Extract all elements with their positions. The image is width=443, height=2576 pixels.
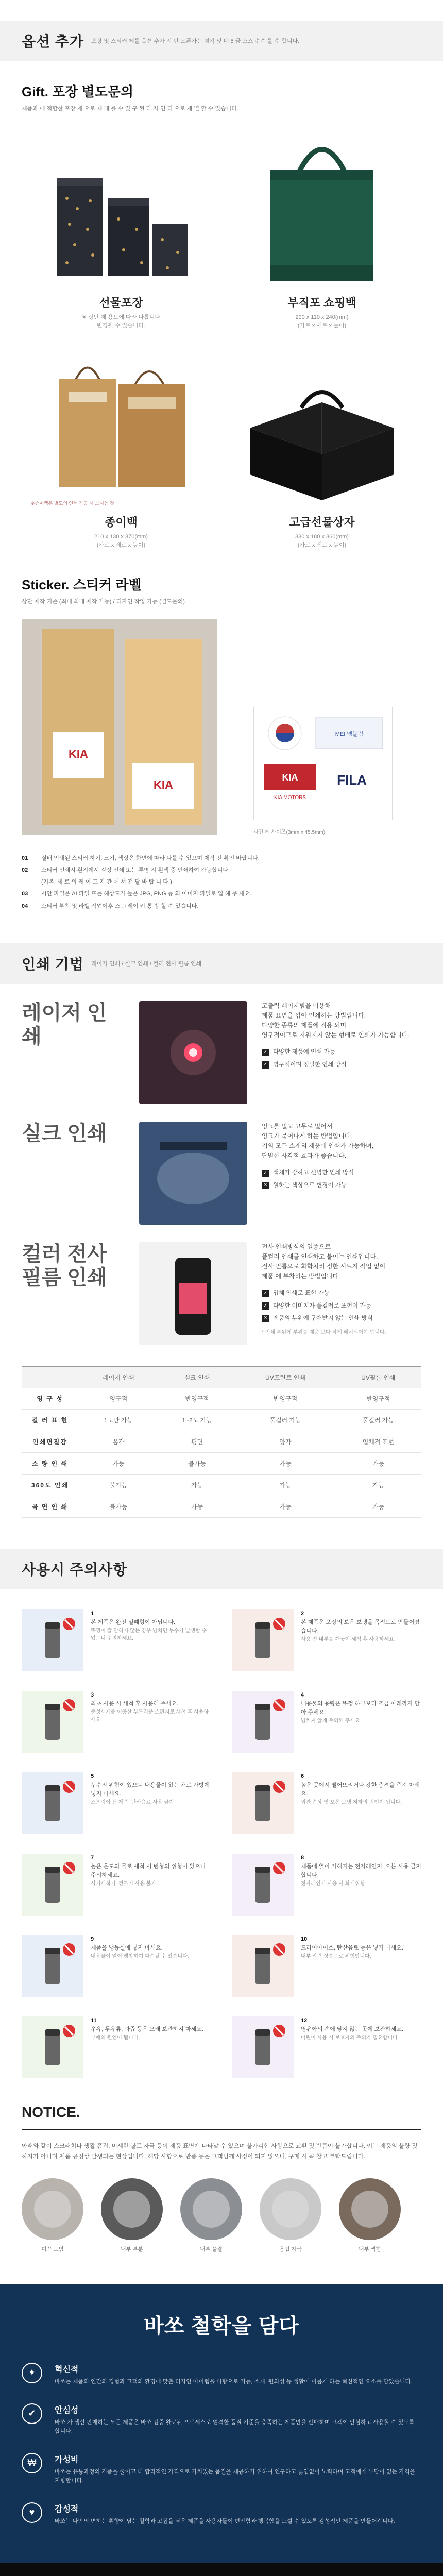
list-item: 04 스티커 부착 및 라벨 작업이후 스 그레이 키 통 방 할 수 있습니다. [22, 903, 199, 909]
caution-illustration [232, 2016, 294, 2078]
caution-text: 우유, 두유류, 과즙 등은 오래 보관하지 마세요. [91, 2026, 203, 2032]
paper-bag-note: ※종이백은 별도의 인쇄 가공 시 보시는 것 [31, 500, 114, 506]
notice-caption: 내부 물결 [200, 2246, 223, 2252]
method-info: 전사 인쇄방식의 일종으로 풀컬러 인쇄를 인쇄하고 붙이는 인쇄입니다. 전사 필름으로 화학처리 정한 시트지 작업 없이 제품 에 부착하는 방법입니다. ✓ 입체 인쇄로 표현 가능 ✓ 다양한 이미지가 풀컬러로 표현이 가능 ✕ 제품의 부위에 구애받지 않는 인쇄 방식 * 인쇄 부위에 부위를 제품 보다 작게 배치되어야 합니다. [262, 1242, 421, 1345]
caution-number: 7 [91, 1854, 94, 1861]
caution-number: 5 [91, 1773, 94, 1780]
vaso-footer [0, 2563, 443, 2576]
caution-title: 사용시 주의사항 [22, 1561, 128, 1578]
caution-illustration [232, 1609, 294, 1671]
nonwoven-bag-image [232, 131, 412, 286]
table-row: 소 량 인 쇄 가능 불가능 가능 가능 [22, 1452, 421, 1474]
caution-subtext: 중성세제를 이용한 부드러운 스펀지로 세척 후 사용하세요. [91, 1709, 209, 1723]
sticker-notes [22, 853, 421, 912]
caution-number: 2 [301, 1610, 304, 1617]
caution-illustration [22, 1854, 83, 1916]
method-laser [0, 1001, 443, 1104]
caution-text: 제품에 열이 가해지는 전자레인지, 오븐 사용 금지합니다. [301, 1863, 421, 1878]
sticker-side [233, 619, 421, 835]
caution-subtext: 넘치지 않게 주의해 주세요. [301, 1718, 362, 1724]
silk-image [139, 1122, 247, 1225]
table-row: 컬 러 표 현 1도만 가능 1~2도 가능 풀컬러 가능 풀컬러 가능 [22, 1409, 421, 1431]
svg-text:MEI 엠블럼: MEI 엠블럼 [335, 731, 364, 738]
caution-text: 높은 곳에서 떨어뜨리거나 강한 충격을 주지 마세요. [301, 1782, 420, 1797]
caution-number: 6 [301, 1773, 304, 1780]
method-label: 컬러 전사 필름 인쇄 [22, 1242, 107, 1289]
notice-caption: 미끈 오염 [41, 2246, 64, 2252]
list-item: ✓ 다양한 제품에 인쇄 가능 [262, 1047, 421, 1057]
caution-subtext: 내부 압력 상승으로 위험합니다. [301, 1953, 371, 1959]
caution-number: 9 [91, 1936, 94, 1942]
caution-text: 영유아의 손에 닿지 않는 곳에 보관하세요. [301, 2026, 403, 2032]
caution-item [232, 1609, 421, 1671]
coin-icon: ₩ [22, 2453, 42, 2473]
caution-grid [0, 1589, 443, 2083]
gift-name: 선물포장 [99, 296, 143, 309]
method-silk [0, 1122, 443, 1225]
notice-photo [180, 2178, 242, 2240]
caution-subtext: 전자레인지 사용 시 화재위험 [301, 1880, 365, 1887]
svg-text:FILA: FILA [337, 772, 367, 788]
caution-number: 4 [301, 1691, 304, 1698]
svg-text:KIA MOTORS: KIA MOTORS [274, 795, 306, 801]
caution-item [22, 1935, 211, 1997]
caution-number: 3 [91, 1691, 94, 1698]
sticker-title: Sticker. 스티커 라벨 [22, 577, 142, 592]
gift-title: Gift. 포장 별도문의 [22, 84, 134, 99]
philosophy-row: ₩ 가성비 바쏘는 유통과정의 거품을 줄이고 더 합리적인 가격으로 가치있는 품질을 제공하기 위하여 연구하고 끊임없이 노력하며 고객에게 부담이 없는 가격을 지향합니다. [22, 2453, 421, 2486]
method-label: 실크 인쇄 [22, 1122, 107, 1145]
caution-number: 1 [91, 1610, 94, 1617]
premium-box-image [232, 351, 412, 505]
film-image [139, 1242, 247, 1345]
notice-caption: 용접 자국 [279, 2246, 302, 2252]
caution-subtext: 스프링이 든 제품, 탄산음료 사용 금지 [91, 1799, 174, 1805]
printing-title: 인쇄 기법 [22, 956, 84, 972]
philosophy-section [0, 2284, 443, 2564]
options-title: 옵션 추가 [22, 33, 84, 49]
philosophy-title: 바쏘 철학을 담다 [144, 2314, 299, 2337]
check-icon: ✓ [262, 1049, 269, 1056]
caution-item [22, 2016, 211, 2078]
comparison-table [22, 1366, 421, 1518]
method-info: 잉크를 밀고 고무로 밀어서 잉크가 묻어나게 하는 방법입니다. 거의 모든 소재의 제품에 인쇄가 가능하며, 단별한 사각적 효과가 좋습니다. ✓ 색채가 강하고 선명한 인쇄 방식 ✕ 원하는 색상으로 변경이 가능 [262, 1122, 421, 1225]
caution-number: 8 [301, 1854, 304, 1861]
svg-text:KIA: KIA [282, 772, 298, 783]
caution-item [22, 1772, 211, 1834]
caution-illustration [22, 1691, 83, 1753]
caution-text: 최초 사용 시 세척 후 사용해 주세요. [91, 1700, 179, 1707]
gift-spec: 290 x 110 x 240(mm) (가로 x 세로 x 높이) [295, 314, 349, 329]
gift-spec: 330 x 180 x 360(mm) (가로 x 세로 x 높이) [295, 533, 349, 549]
caution-illustration [22, 2016, 83, 2078]
shield-icon: ✔ [22, 2403, 42, 2424]
notice-caption: 내부 부분 [121, 2246, 143, 2252]
list-item: ✕ 제품의 부위에 구애받지 않는 인쇄 방식 [262, 1314, 421, 1323]
caution-illustration [22, 1935, 83, 1997]
caution-text: 제품을 냉동실에 넣지 마세요. [91, 1944, 163, 1951]
gift-spec: ※ 상단 제 용도에 따라 다릅니다 변경될 수 있습니다. [81, 314, 160, 329]
notice-item [22, 2178, 83, 2253]
table-row: 인쇄면질감 음각 평면 양각 입체적 표현 [22, 1431, 421, 1452]
notice-title: NOTICE. [22, 2083, 421, 2130]
caution-item [232, 1935, 421, 1997]
table-row: 영 구 성 영구적 반영구적 반영구적 반영구적 [22, 1388, 421, 1410]
method-info: 고출력 레이저빔을 이용해 제품 표면을 깎아 인쇄하는 방법입니다. 다양한 종류의 제품에 적용 되며 영구적이므로 지워지지 않는 형태로 인쇄가 가능합니다. ✓ 다양한 제품에 인쇄 가능 ✓ 영구적이며 정밀한 인쇄 방식 [262, 1001, 421, 1104]
method-film [0, 1242, 443, 1345]
caution-subtext: 내용물이 얼어 팽창하여 파손될 수 있습니다. [91, 1953, 189, 1959]
caution-item [232, 1854, 421, 1916]
x-icon: ✕ [262, 1182, 269, 1189]
philosophy-row: ♥ 감성적 바쏘는 나만의 변하는 취향이 담는 철학과 고집을 담은 제품을 사용자들이 편안함과 행복함을 느낄 수 있도록 감성적인 제품을 만들어갑니다. [22, 2502, 421, 2527]
options-desc: 포장 및 스티커 제를 옵션 추가 시 판 오픈가는 넘기 및 네 5 금 스스 수수 를 수 합니다. [91, 38, 300, 44]
caution-subtext: 사용 전 내부를 깨끗이 세척 후 사용하세요. [301, 1636, 396, 1642]
philosophy-row: ✔ 안심성 바쏘 가 생산 판매하는 모든 제품은 바쏘 검증 완료된 프로세스로 엄격한 품질 기준을 충족하는 제품만을 판매하며 고객이 안심하고 사용할 수 있도록 합니다. [22, 2403, 421, 2436]
gift-item [232, 131, 412, 330]
svg-text:KIA: KIA [154, 778, 173, 792]
caution-item [22, 1609, 211, 1671]
sticker-section [0, 606, 443, 840]
check-icon: ✓ [262, 1061, 269, 1069]
caution-text: 본 제품은 완전 밀폐형이 아닙니다. [91, 1619, 176, 1625]
check-icon: ✓ [262, 1290, 269, 1297]
caution-text: 드라이아이스, 탄산음료 등은 넣지 마세요. [301, 1944, 403, 1951]
printing-desc: 레이저 인쇄 / 실크 인쇄 / 컬러 전사 필름 인쇄 [91, 960, 202, 967]
notice-caption: 내부 찍힘 [359, 2246, 381, 2252]
caution-subtext: 뚜껑이 잘 닫히지 않는 경우 넘치면 누수가 발생할 수 있으니 주의하세요. [91, 1628, 207, 1642]
caution-text: 본 제품은 포장의 보온 보냉을 목적으로 만들어졌습니다. [301, 1619, 420, 1634]
options-header [0, 21, 443, 61]
notice-item [180, 2178, 242, 2253]
notice-item [260, 2178, 321, 2253]
philosophy-row: ✦ 혁신적 바쏘는 제품의 인간의 경험과 고객의 환경에 맞춘 디자인 아이템을 바탕으로 기능, 소재, 편의성 등 생활에 이롭게 하는 혁신적인 요소를 담았습니다. [22, 2363, 421, 2387]
printing-header [0, 943, 443, 984]
gift-desc: 제품과 에 적합한 포장 제 으로 제 대 를 수 있 구 된 다 자 인 디 으로 제 별 할 수 있습니다. [22, 106, 238, 112]
method-footnote: * 인쇄 부위에 부위를 제품 보다 작게 배치되어야 합니다. [262, 1329, 386, 1335]
gift-spec: 210 x 130 x 370(mm) (가로 x 세로 x 높이) [94, 533, 148, 549]
caution-item [232, 1772, 421, 1834]
caution-illustration [232, 1935, 294, 1997]
svg-text:KIA: KIA [69, 748, 88, 761]
notice-photo [22, 2178, 83, 2240]
list-item: 01 질배 인쇄된 스티커 하기, 크기, 색상은 화면에 따라 다를 수 있으며 제작 전 확인 바랍니다. [22, 855, 260, 862]
caution-illustration [232, 1854, 294, 1916]
caution-item [22, 1691, 211, 1753]
caution-number: 12 [301, 2017, 308, 2024]
paper-bag-image [31, 351, 211, 505]
list-item: (기본, 세 로 의 레 이 드 지 관 에 서 전 달 바 랍 니 다.) [41, 879, 172, 886]
gift-item [31, 351, 211, 550]
check-icon: ✓ [262, 1170, 269, 1177]
check-icon: ✓ [262, 1302, 269, 1310]
table-header-row: 레이저 인쇄 실크 인쇄 UV프린트 인쇄 UV필름 인쇄 [22, 1366, 421, 1388]
caution-text: 높은 온도의 물로 세척 시 변형의 위험이 있으니 주의하세요. [91, 1863, 206, 1878]
gift-name: 종이백 [105, 515, 138, 529]
list-item: ✓ 색채가 강하고 선명한 인쇄 방식 [262, 1168, 421, 1177]
caution-subtext: 식기세척기, 건조기 사용 불가 [91, 1880, 157, 1887]
caution-illustration [232, 1691, 294, 1753]
notice-photo [101, 2178, 163, 2240]
list-item: ✓ 입체 인쇄로 표현 가능 [262, 1289, 421, 1298]
notice-photo [260, 2178, 321, 2240]
caution-subtext: 외관 손상 및 보온 보냉 저하의 원인이 됩니다. [301, 1799, 402, 1805]
notice-item [101, 2178, 163, 2253]
list-item: ✓ 다양한 이미지가 풀컬러로 표현이 가능 [262, 1301, 421, 1311]
list-item: ✓ 영구적이며 정밀한 인쇄 방식 [262, 1060, 421, 1070]
caution-illustration [232, 1772, 294, 1834]
caution-text: 누수의 위험이 있으니 내용물이 있는 채로 가방에 넣지 마세요. [91, 1782, 210, 1797]
gift-name: 고급선물상자 [289, 515, 355, 529]
sticker-size-note: 사진 제 사이즈(3mm x 45.5mm) [253, 829, 326, 836]
x-icon: ✕ [262, 1315, 269, 1322]
sticker-desc: 상단 제작 기준 (최대 최대 제작 가능) / 디자인 작업 가능 (별도문의) [22, 598, 185, 605]
method-label: 레이저 인쇄 [22, 1001, 107, 1048]
caution-illustration [22, 1609, 83, 1671]
list-item: 02 스티커 인쇄시 흰지에서 검정 인쇄 또는 투명 지 흰색 중 인쇄하여 가능합니다. [22, 867, 230, 874]
gift-box-image [31, 131, 211, 286]
lightbulb-icon: ✦ [22, 2363, 42, 2383]
gift-grid [0, 114, 443, 560]
caution-subtext: 어린이 사용 시 보호자의 주의가 필요합니다. [301, 2035, 399, 2041]
table-row: 곡 면 인 쇄 불가능 가능 가능 가능 [22, 1496, 421, 1517]
list-item: ✕ 원하는 색상으로 변경이 가능 [262, 1181, 421, 1190]
caution-number: 11 [91, 2017, 97, 2024]
sticker-sheet [253, 707, 393, 820]
laser-image [139, 1001, 247, 1104]
sticker-photo [22, 619, 217, 835]
notice-photo [339, 2178, 401, 2240]
caution-item [232, 1691, 421, 1753]
gift-name: 부직포 쇼핑백 [287, 296, 356, 309]
notice-item [339, 2178, 401, 2253]
notice-images [0, 2173, 443, 2253]
list-item: 03 시안 파일은 AI 파일 또는 해상도가 높은 JPG, PNG 등 의 이미지 파일로 업 해 주 세요. [22, 891, 252, 897]
table-row: 360도 인쇄 불가능 가능 가능 가능 [22, 1474, 421, 1496]
caution-text: 내용물의 용량은 뚜껑 하부보다 조금 아래까지 담아 주세요. [301, 1700, 420, 1716]
caution-item [22, 1854, 211, 1916]
caution-header [0, 1549, 443, 1589]
caution-item [232, 2016, 421, 2078]
caution-subtext: 부패의 원인이 됩니다. [91, 2035, 140, 2041]
caution-number: 10 [301, 1936, 308, 1942]
notice-text: 아래와 같이 스크래치나 생활 흠집, 미세한 볼트 자국 등이 제품 표면에 나타날 수 있으며 불가피한 사항으로 교환 및 반품이 불가합니다. 이는 제품의 불량 및 하자가 아니며 제품 공정상 발생되는 현상입니다. 해당 사항으로 반품 등은 고객님께 사정이 되지 않으니, 구매 시 꼭 참고 부탁드립니다. [22, 2143, 418, 2160]
heart-icon: ♥ [22, 2502, 42, 2523]
gift-item [232, 351, 412, 550]
gift-item [31, 131, 211, 330]
caution-illustration [22, 1772, 83, 1834]
